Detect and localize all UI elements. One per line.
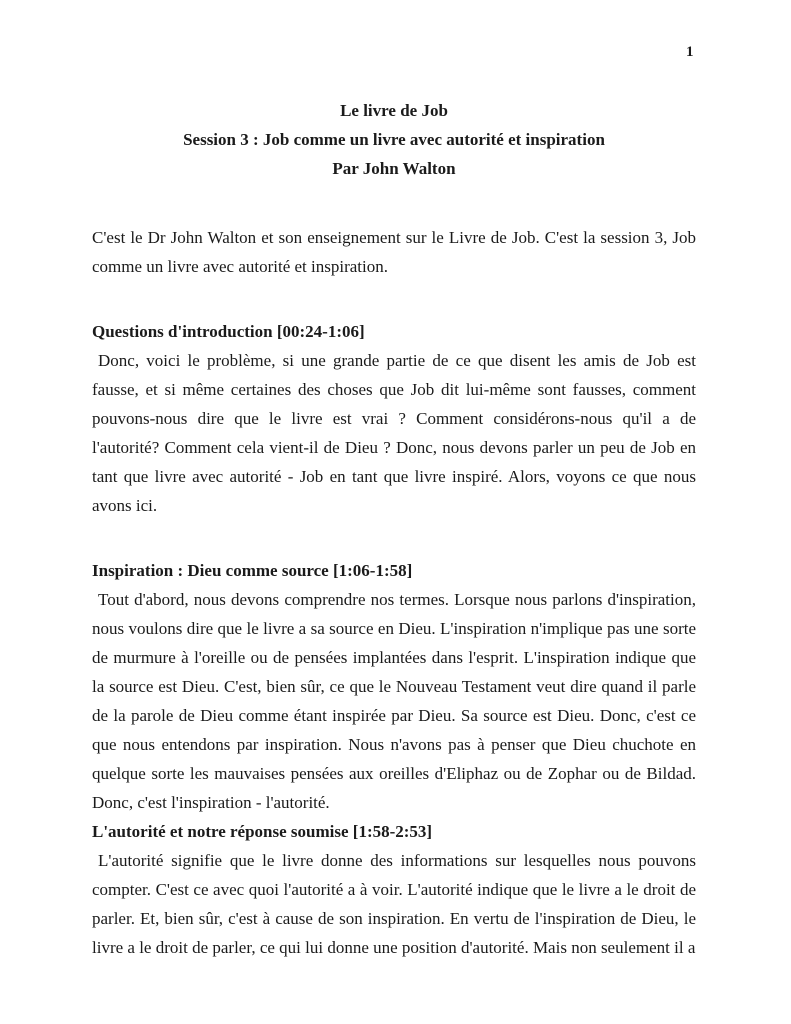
document-subtitle: Session 3 : Job comme un livre avec autorité et inspiration xyxy=(183,130,605,149)
page-number: 1 xyxy=(686,44,694,60)
section-heading: Questions d'introduction [00:24-1:06] xyxy=(92,322,365,341)
section-paragraph: L'autorité signifie que le livre donne des informations sur lesquelles nous pouvons compter. C'est ce avec quoi l'autorité a à voir. L'autorité indique que le livre a le droit de parler. Et, bien sûr, c'est à cause de son inspiration. En vertu de l'inspiration de Dieu, le livre a le droit de parler, ce qui lui donne une position d'autorité. Mais non seulement il a xyxy=(92,851,696,957)
title-block xyxy=(92,96,696,183)
intro-paragraph: C'est le Dr John Walton et son enseignement sur le Livre de Job. C'est la session 3, Job comme un livre avec autorité et inspiration. xyxy=(92,228,696,276)
section-autorite-reponse xyxy=(92,817,696,962)
section-heading: Inspiration : Dieu comme source [1:06-1:58] xyxy=(92,561,413,580)
section-introduction-questions xyxy=(92,317,696,520)
section-paragraph: Donc, voici le problème, si une grande partie de ce que disent les amis de Job est fausse, et si même certaines des choses que Job dit lui-même sont fausses, comment pouvons-nous dire que le livre est vrai ? Comment considérons-nous qu'il a de l'autorité? Comment cela vient-il de Dieu ? Donc, nous devons parler un peu de Job en tant que livre avec autorité - Job en tant que livre inspiré. Alors, voyons ce que nous avons ici. xyxy=(92,351,696,515)
section-inspiration-source xyxy=(92,556,696,817)
document-title: Le livre de Job xyxy=(340,101,448,120)
document-author: Par John Walton xyxy=(332,159,456,178)
section-paragraph: Tout d'abord, nous devons comprendre nos termes. Lorsque nous parlons d'inspiration, nous voulons dire que le livre a sa source en Dieu. L'inspiration n'implique pas une sorte de murmure à l'oreille ou de pensées implantées dans l'esprit. L'inspiration indique que la source est Dieu. C'est, bien sûr, ce que le Nouveau Testament veut dire quand il parle de la parole de Dieu comme étant inspirée par Dieu. Sa source est Dieu. Donc, c'est ce que nous entendons par inspiration. Nous n'avons pas à penser que Dieu chuchote en quelque sorte les mauvaises pensées aux oreilles d'Eliphaz ou de Zophar ou de Bildad. Donc, c'est l'inspiration - l'autorité. xyxy=(92,590,696,812)
section-heading: L'autorité et notre réponse soumise [1:58-2:53] xyxy=(92,822,433,841)
